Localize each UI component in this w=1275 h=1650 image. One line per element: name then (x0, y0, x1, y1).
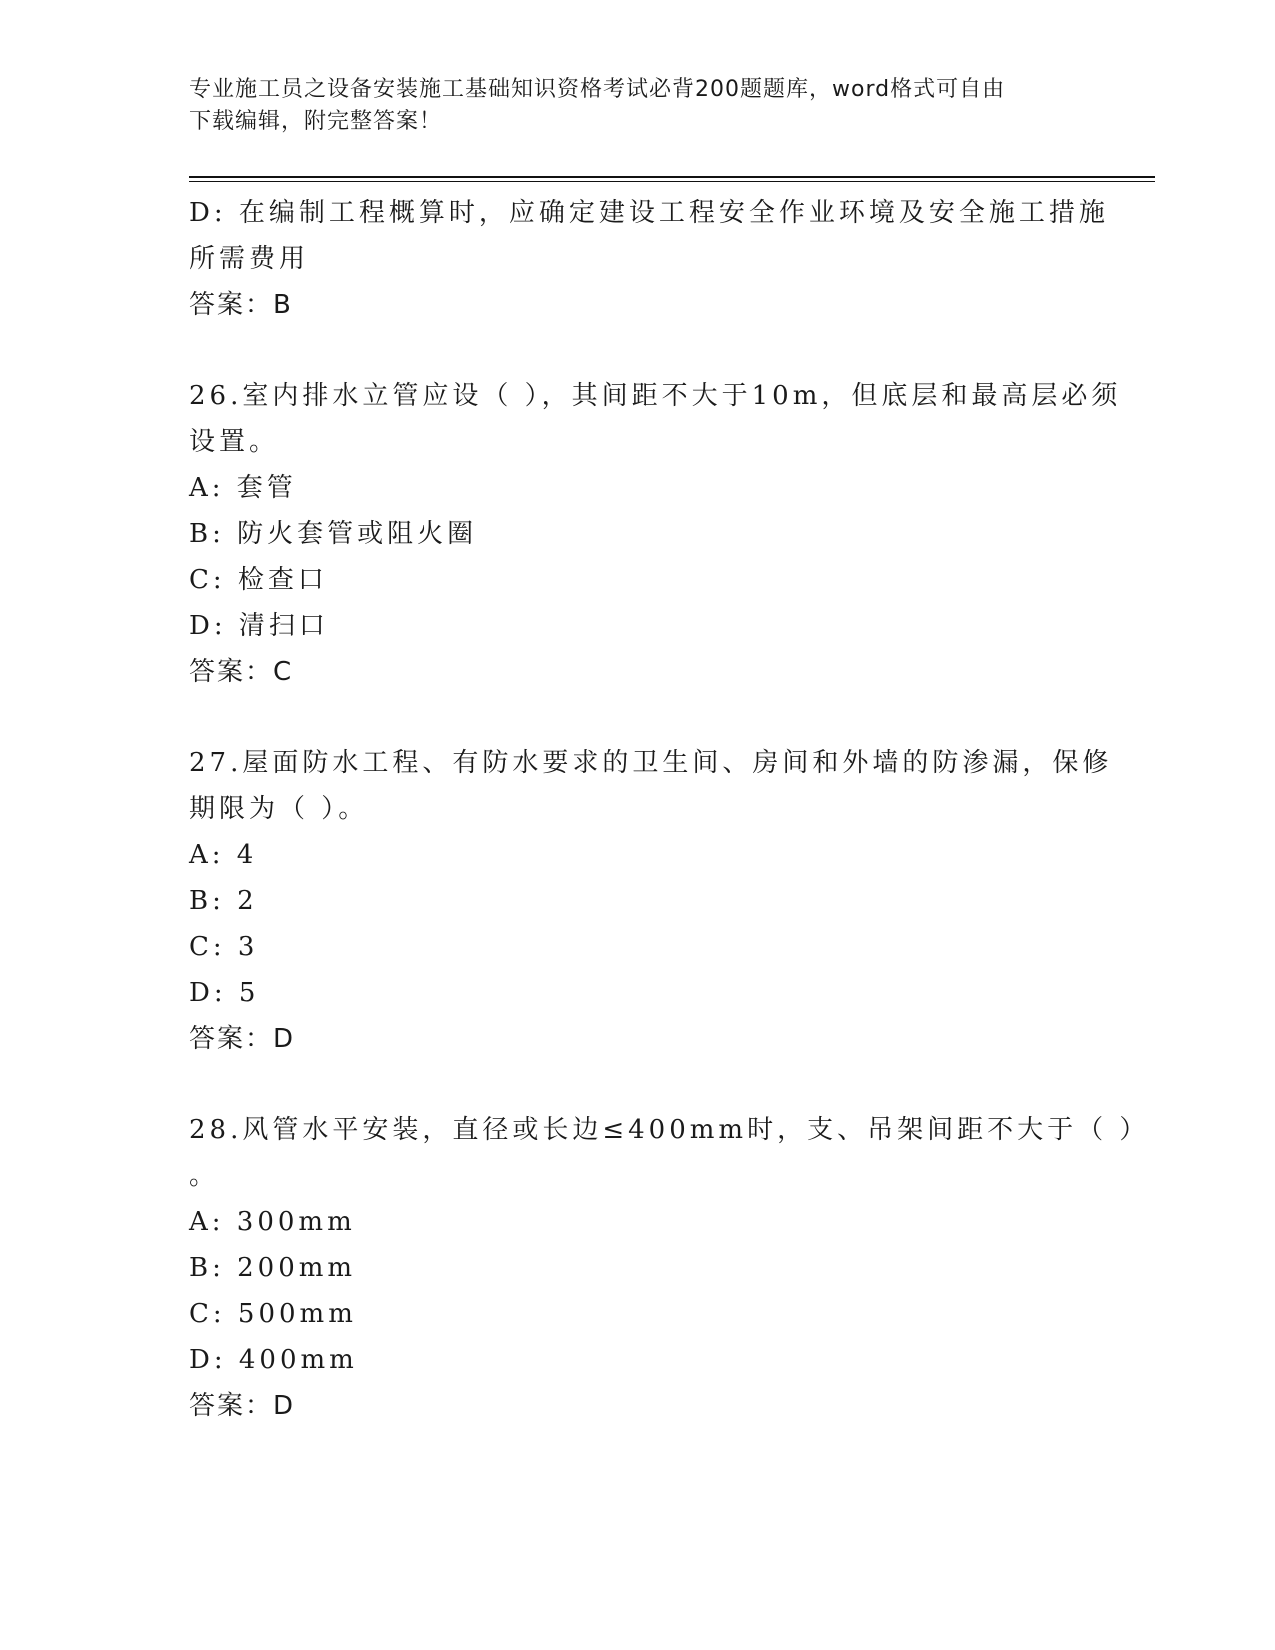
question-27 (189, 740, 1113, 1062)
answer-line: 答案：C (189, 657, 294, 687)
option-c: C: 500mm (189, 1299, 357, 1329)
previous-question-tail (189, 190, 1109, 328)
question-stem-continued: 期限为（ ）。 (189, 794, 369, 824)
question-stem: 27.屋面防水工程、有防水要求的卫生间、房间和外墙的防渗漏，保修 (189, 748, 1113, 778)
option-d: D: 5 (189, 978, 260, 1008)
option-d: D: 400mm (189, 1345, 358, 1375)
header-divider-thick (189, 176, 1155, 178)
question-28 (189, 1107, 1150, 1429)
document-body (189, 190, 1150, 1429)
option-d: D: 在编制工程概算时，应确定建设工程安全作业环境及安全施工措施 (189, 198, 1109, 228)
header-line-1: 专业施工员之设备安装施工基础知识资格考试必背200题题库，word格式可自由 (189, 77, 1006, 102)
question-stem-continued: 。 (189, 1161, 220, 1191)
question-stem: 28.风管水平安装，直径或长边≤400mm时，支、吊架间距不大于（ ） (189, 1115, 1150, 1145)
option-a: A: 4 (189, 840, 258, 870)
option-c: C: 检查口 (189, 565, 328, 595)
question-26 (189, 373, 1122, 695)
option-d-continued: 所需费用 (189, 244, 310, 274)
option-c: C: 3 (189, 932, 259, 962)
option-b: B: 防火套管或阻火圈 (189, 519, 478, 549)
answer-line: 答案：B (189, 290, 293, 320)
header-line-2: 下载编辑，附完整答案！ (189, 109, 443, 134)
option-a: A: 套管 (189, 473, 297, 503)
question-stem: 26.室内排水立管应设（ ），其间距不大于10m，但底层和最高层必须 (189, 381, 1122, 411)
header-divider-thin (189, 181, 1155, 182)
page-header (189, 74, 1089, 138)
question-stem-continued: 设置。 (189, 427, 280, 457)
answer-line: 答案：D (189, 1024, 296, 1054)
answer-line: 答案：D (189, 1391, 296, 1421)
option-a: A: 300mm (189, 1207, 356, 1237)
option-b: B: 2 (189, 886, 258, 916)
option-b: B: 200mm (189, 1253, 357, 1283)
option-d: D: 清扫口 (189, 611, 329, 641)
